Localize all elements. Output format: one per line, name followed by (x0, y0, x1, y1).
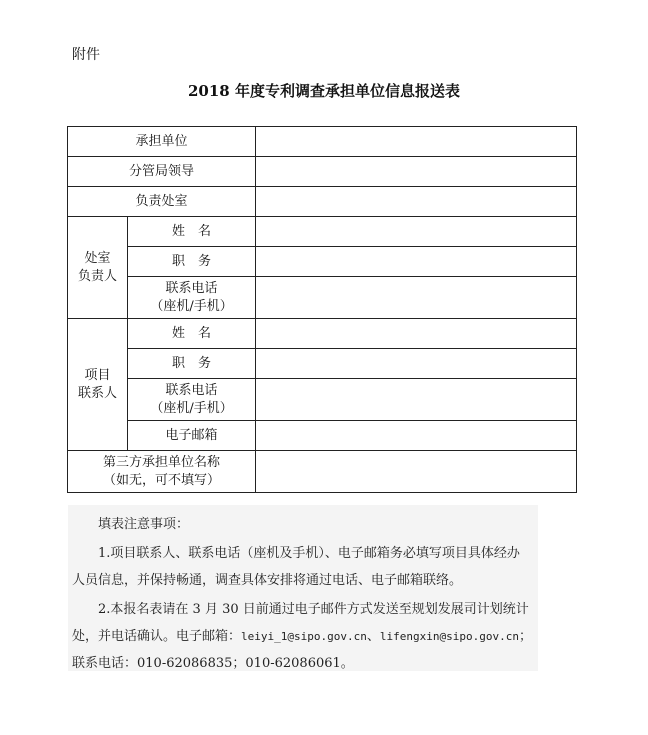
project-contact-phone-field[interactable] (256, 379, 577, 421)
office-head-phone-field[interactable] (256, 277, 577, 319)
note-2-line-2 (72, 625, 532, 644)
notes-heading: 填表注意事项： (98, 517, 190, 532)
project-contact-phone-line2: （座机/手机） (150, 400, 233, 416)
email-separator: 、 (366, 629, 380, 644)
responsible-office-field[interactable] (256, 187, 577, 217)
phone-end: 。 (340, 656, 354, 671)
project-contact-group-line2: 联系人 (77, 385, 117, 401)
third-party-label-line1: 第三方承担单位名称 (103, 454, 221, 470)
project-contact-position-field[interactable] (256, 349, 577, 379)
office-head-position-label: 职 务 (128, 247, 256, 277)
office-head-group-line2: 负责人 (77, 268, 117, 284)
project-contact-name-label: 姓 名 (128, 319, 256, 349)
email-link-1[interactable]: leiyi_1@sipo.gov.cn (241, 630, 367, 643)
project-contact-name-field[interactable] (256, 319, 577, 349)
third-party-label-line2: （如无，可不填写） (103, 472, 221, 488)
phone-1: 010-62086835 (137, 656, 233, 671)
phone-2: 010-62086061 (245, 656, 341, 671)
office-head-group-label (68, 217, 128, 319)
project-contact-phone-label (128, 379, 256, 421)
office-head-phone-label (128, 277, 256, 319)
office-head-phone-line2: （座机/手机） (150, 298, 233, 314)
supervising-leader-label: 分管局领导 (68, 157, 256, 187)
note-1-line-1: 1.项目联系人、联系电话（座机及手机）、电子邮箱务必填写项目具体经办 (98, 546, 520, 561)
note-2-line-1: 2.本报名表请在 3 月 30 日前通过电子邮件方式发送至规划发展司计划统计 (98, 602, 529, 617)
office-head-name-label: 姓 名 (128, 217, 256, 247)
office-head-position-field[interactable] (256, 247, 577, 277)
contact-phone-label: 联系电话： (72, 656, 138, 671)
note-1-line-2: 人员信息，并保持畅通，调查具体安排将通过电话、电子邮箱联络。 (72, 573, 463, 588)
project-contact-email-field[interactable] (256, 421, 577, 451)
attachment-label: 附件 (72, 47, 100, 63)
filling-notes (68, 505, 538, 671)
undertaking-unit-label: 承担单位 (68, 127, 256, 157)
undertaking-unit-field[interactable] (256, 127, 577, 157)
office-head-group-line1: 处室 (84, 250, 111, 266)
email-end: ； (518, 629, 532, 644)
email-link-2[interactable]: lifengxin@sipo.gov.cn (379, 630, 519, 643)
project-contact-position-label: 职 务 (128, 349, 256, 379)
responsible-office-label: 负责处室 (68, 187, 256, 217)
third-party-label (68, 451, 256, 493)
office-head-phone-line1: 联系电话 (165, 280, 218, 296)
note-2-line-3 (72, 652, 354, 671)
supervising-leader-field[interactable] (256, 157, 577, 187)
project-contact-group-line1: 项目 (84, 367, 111, 383)
info-table (67, 126, 577, 493)
project-contact-phone-line1: 联系电话 (165, 382, 218, 398)
office-head-name-field[interactable] (256, 217, 577, 247)
phone-separator: ； (232, 656, 246, 671)
project-contact-email-label: 电子邮箱 (128, 421, 256, 451)
form-title: 2018 年度专利调查承担单位信息报送表 (188, 82, 460, 100)
third-party-field[interactable] (256, 451, 577, 493)
note-2-prefix: 处，并电话确认。电子邮箱： (72, 629, 242, 644)
project-contact-group-label (68, 319, 128, 451)
